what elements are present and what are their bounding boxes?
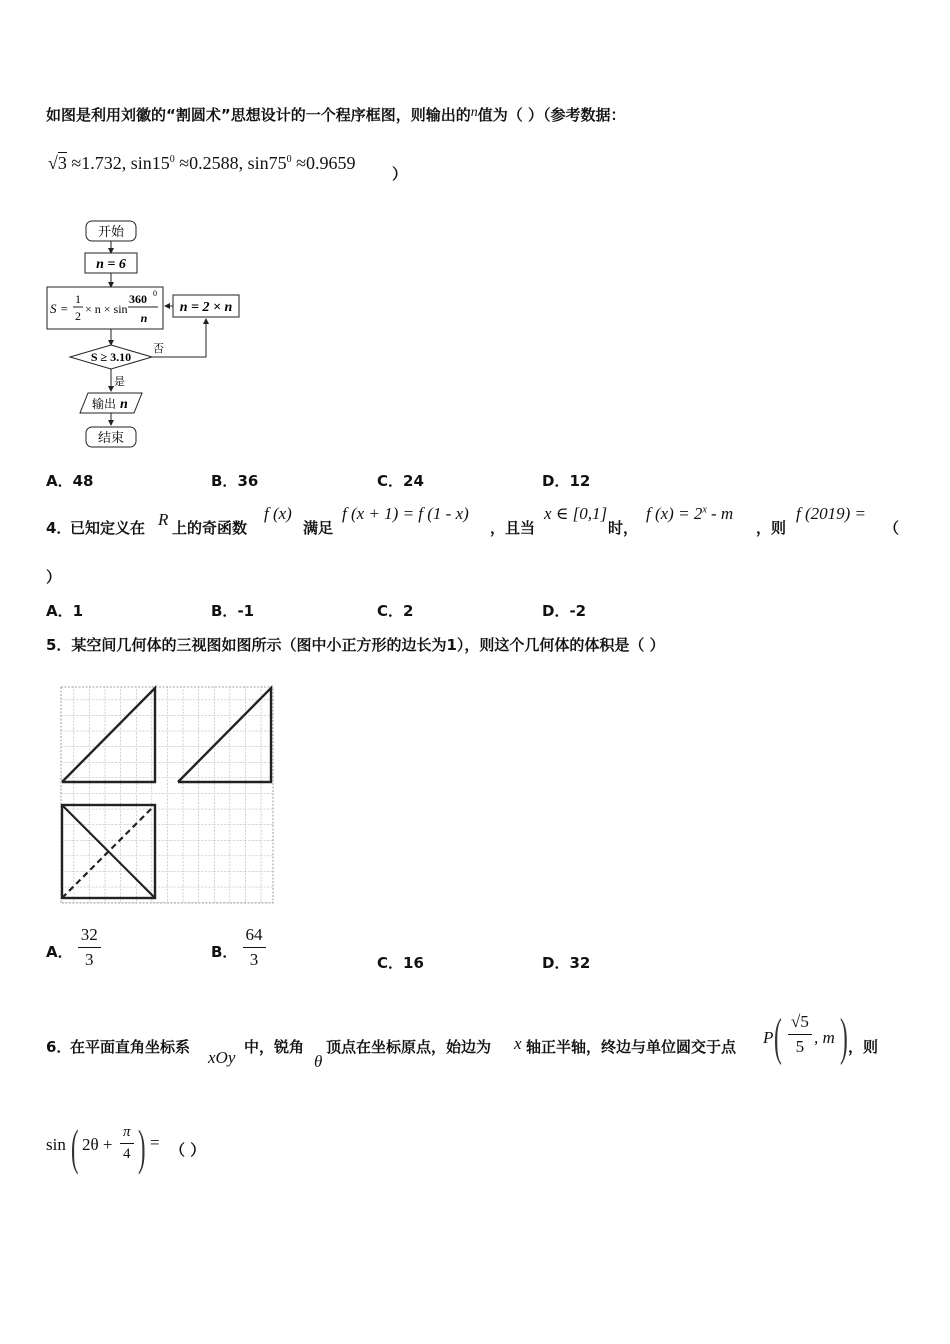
flow-s-frac-num: 1 [75,292,81,306]
q3-option-d-val: 12 [569,472,591,490]
flow-end-label: 结束 [97,430,125,445]
q4-option-b-key: B． [211,602,238,620]
q4-option-d[interactable] [542,600,586,621]
q6-eq: = [150,1133,160,1152]
q5-option-b-key: B． [211,943,238,961]
q6-stem [46,1010,936,1080]
q4-option-d-key: D． [542,602,570,620]
q4-option-b[interactable] [211,600,254,621]
q3-stem [46,104,625,125]
q4-stem [46,504,936,537]
q6-P: P [763,1028,774,1047]
flow-output-var: n [120,397,128,412]
q4-option-a-key: A． [46,602,73,620]
q3-ref-rest: ≈1.732, sin15 [71,153,170,173]
q4-fx: f (x) [264,504,292,523]
q5-option-a-den: 3 [84,950,94,969]
q4-def-tail: - m [706,504,734,523]
q3-option-c-val: 24 [403,472,424,490]
q4-def-sup: x [702,504,707,516]
q6-point-rparen: ) [840,1009,848,1066]
q6-expr-rparen: ) [138,1119,146,1175]
q6-theta: θ [314,1052,323,1071]
flow-no-label: 否 [153,343,164,355]
flow-s-angle-num: 360 [129,292,147,306]
q6-expr-lparen: ( [71,1119,79,1175]
q3-flowchart [40,215,260,455]
q5-option-c-val: 16 [403,954,424,972]
q6-text-3: 顶点在坐标原点，始边为 [326,1038,492,1056]
q5-option-d-val: 32 [569,954,591,972]
q5-option-b-den: 3 [249,950,259,969]
q4-text-2: 上的奇函数 [172,519,248,537]
q4-def-lhs: f (x) = 2 [646,504,703,523]
q4-definition [646,504,733,524]
q3-option-c-key: C． [377,472,404,490]
q5-three-view-figure [58,684,276,906]
flow-condition-label: S ≥ 3.10 [90,350,132,364]
q6-text-1: 在平面直角坐标系 [70,1038,191,1056]
q6-point-fraction [788,1012,812,1057]
q5-stem: 5．某空间几何体的三视图如图所示（图中小正方形的边长为1），则这个几何体的体积是（ ） [46,636,665,654]
flow-init-label: n = 6 [96,257,126,272]
q6-text-4: 轴正半轴，终边与单位圆交于点 [526,1038,737,1056]
q3-ref-deg2: 0 [286,154,292,165]
q5-option-c-key: C． [377,954,404,972]
q4-text-6: ，则 [756,519,787,537]
q4-text-4: ，且当 [490,519,536,537]
q3-option-b-key: B． [211,472,238,490]
q5-option-a-fraction [78,925,101,970]
q5-option-b[interactable] [211,925,266,970]
q3-ref-end: ≈0.9659 [296,153,356,173]
q3-option-b-val: 36 [237,472,259,490]
flow-s-mid: × n × sin [85,302,128,316]
q5-option-b-num: 64 [243,925,266,948]
q3-stem-tail: 值为（ ）（参考数据： [477,106,626,124]
q3-ref-mid: ≈0.2588, sin75 [179,153,287,173]
q5-option-d-key: D． [542,954,570,972]
q6-point-m: , m [814,1028,835,1047]
q4-option-c-key: C． [377,602,404,620]
q4-option-d-val: -2 [569,602,587,620]
q3-option-a-key: A． [46,472,73,490]
flow-update-label: n = 2 × n [179,300,233,315]
q4-text-1: 已知定义在 [70,519,146,537]
q4-option-c-val: 2 [403,602,414,620]
q4-R: R [158,510,169,529]
q6-pi-den: 4 [123,1146,131,1162]
q5-option-a-key: A． [46,943,73,961]
q6-xOy: xOy [208,1048,236,1067]
q4-domain: x ∈ [0,1] [544,504,608,523]
q5-option-b-fraction [243,925,266,970]
q3-option-a[interactable] [46,470,93,491]
flow-output-label: 输出 [92,397,117,411]
q6-point-lparen: ( [774,1009,782,1066]
q3-reference-data [48,153,356,174]
q5-option-a-num: 32 [78,925,101,948]
q3-option-a-val: 48 [72,472,94,490]
q4-ask: f (2019) = [796,504,867,523]
q4-close-paren: ） [46,568,62,586]
q3-ref-sqrt: 3 [57,153,67,173]
q3-var-n: n [470,105,478,120]
q4-equation: f (x + 1) = f (1 - x) [342,504,469,523]
q3-ref-deg1: 0 [169,154,175,165]
q3-stem-text: 如图是利用刘徽的“割圆术”思想设计的一个程序框图，则输出的 [46,106,471,124]
flow-s-lhs: S = [50,301,69,316]
q4-text-5: 时， [608,519,639,537]
q5-option-a[interactable] [46,925,101,970]
q6-arg-pre: 2θ + [82,1135,113,1154]
flow-s-angle-den: n [140,311,148,325]
q3-option-d[interactable] [542,470,590,491]
q6-x: x [514,1034,522,1053]
q6-sin: sin [46,1135,66,1154]
flow-s-frac-den: 2 [75,309,81,323]
q3-option-c[interactable] [377,470,424,491]
q6-text-2: 中，锐角 [244,1038,305,1056]
q6-pi-num: π [120,1124,134,1144]
q6-text-5: ，则 [848,1038,879,1056]
q4-number: 4． [46,519,72,537]
flow-s-angle-sup: 0 [153,289,157,298]
q6-point-den: 5 [795,1037,805,1056]
flow-start-label: 开始 [97,224,125,239]
q4-open-paren: （ [884,519,900,537]
sqrt-symbol: √ [48,153,58,173]
q4-option-c[interactable] [377,600,413,621]
q4-option-a[interactable] [46,600,83,621]
q6-pi-fraction [120,1124,134,1163]
flow-yes-label: 是 [114,376,125,388]
q6-point-num: √5 [788,1012,812,1035]
q5-option-d[interactable] [542,952,590,973]
q3-option-b[interactable] [211,470,258,491]
q4-option-a-val: 1 [72,602,84,620]
q6-number: 6． [46,1038,72,1056]
q5-option-c[interactable] [377,952,424,973]
q3-ref-close: ） [392,165,408,183]
q6-blank: （ ） [170,1141,206,1159]
q6-expression [46,1119,346,1175]
q4-text-3: 满足 [303,519,334,537]
q4-option-b-val: -1 [237,602,255,620]
q3-option-d-key: D． [542,472,570,490]
